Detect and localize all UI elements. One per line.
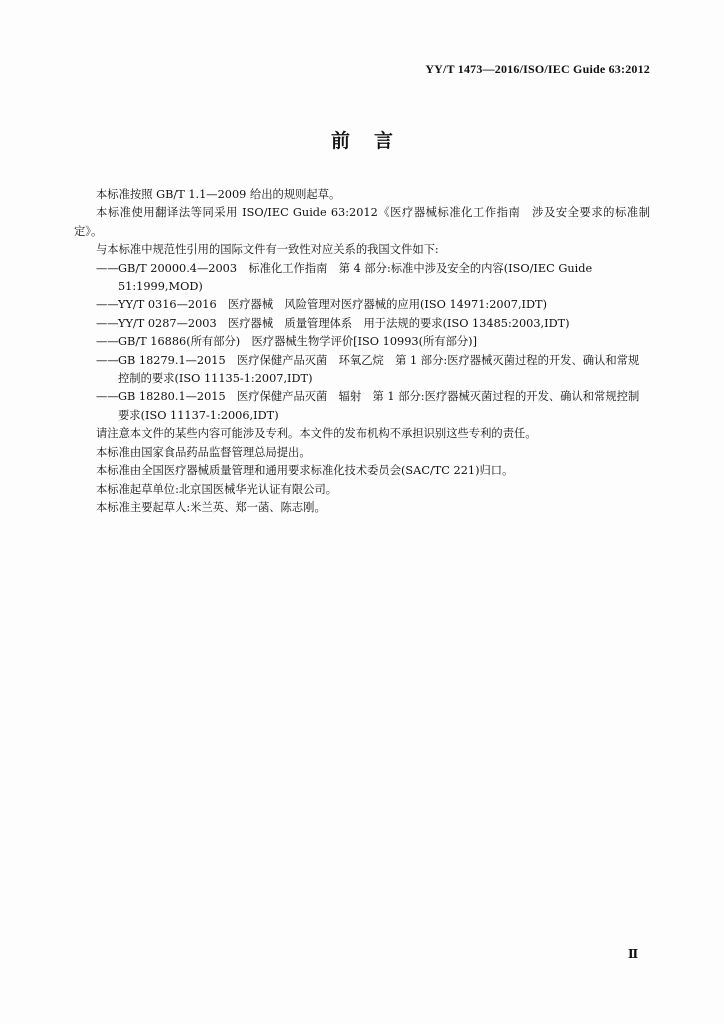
paragraph-drafting-unit: 本标准起草单位:北京国医械华光认证有限公司。 bbox=[96, 482, 338, 496]
paragraph-proposer: 本标准由国家食品药品监督管理总局提出。 bbox=[96, 445, 311, 459]
reference-item bbox=[74, 260, 650, 297]
standard-code-header: YY/T 1473—2016/ISO/IEC Guide 63:2012 bbox=[425, 62, 650, 76]
paragraph-references-intro: 与本标准中规范性引用的国际文件有一致性对应关系的我国文件如下: bbox=[96, 243, 439, 257]
page-number: Ⅱ bbox=[628, 947, 639, 961]
reference-text: GB/T 16886(所有部分) 医疗器械生物学评价[ISO 10993(所有部分)] bbox=[118, 335, 477, 349]
reference-item bbox=[74, 333, 650, 351]
paragraph-drafting-rules: 本标准按照 GB/T 1.1—2009 给出的规则起草。 bbox=[96, 188, 341, 201]
paragraph-drafters: 本标准主要起草人:米兰英、郑一菡、陈志刚。 bbox=[96, 500, 326, 514]
page-title: 前言 bbox=[330, 130, 417, 152]
dash-marker: —— bbox=[96, 353, 119, 367]
reference-text: YY/T 0316—2016 医疗器械 风险管理对医疗器械的应用(ISO 14971:2007,IDT) bbox=[118, 298, 547, 312]
dash-marker: —— bbox=[96, 316, 119, 330]
reference-item bbox=[74, 315, 650, 333]
paragraph-patent-notice: 请注意本文件的某些内容可能涉及专利。本文件的发布机构不承担识别这些专利的责任。 bbox=[96, 427, 537, 441]
paragraph-committee: 本标准由全国医疗器械质量管理和通用要求标准化技术委员会(SAC/TC 221)归口。 bbox=[96, 464, 514, 478]
paragraph-adoption: 本标准使用翻译法等同采用 ISO/IEC Guide 63:2012《医疗器械标准化工作指南 涉及安全要求的标准制定》。 bbox=[74, 206, 650, 238]
reference-item bbox=[74, 388, 650, 425]
reference-item bbox=[74, 296, 650, 314]
reference-text: GB 18279.1—2015 医疗保健产品灭菌 环氧乙烷 第 1 部分:医疗器械灭菌过程的开发、确认和常规控制的要求(ISO 11135-1:2007,IDT) bbox=[118, 353, 640, 386]
dash-marker: —— bbox=[96, 298, 119, 312]
dash-marker: —— bbox=[96, 335, 119, 349]
dash-marker: —— bbox=[96, 390, 119, 404]
foreword-body bbox=[74, 186, 650, 517]
reference-text: YY/T 0287—2003 医疗器械 质量管理体系 用于法规的要求(ISO 13485:2003,IDT) bbox=[118, 316, 570, 330]
reference-item bbox=[74, 352, 650, 389]
reference-text: GB/T 20000.4—2003 标准化工作指南 第 4 部分:标准中涉及安全的内容(ISO/IEC Guide 51:1999,MOD) bbox=[118, 261, 593, 294]
reference-text: GB 18280.1—2015 医疗保健产品灭菌 辐射 第 1 部分:医疗器械灭菌过程的开发、确认和常规控制要求(ISO 11137-1:2006,IDT) bbox=[118, 390, 640, 422]
dash-marker: —— bbox=[96, 261, 119, 275]
